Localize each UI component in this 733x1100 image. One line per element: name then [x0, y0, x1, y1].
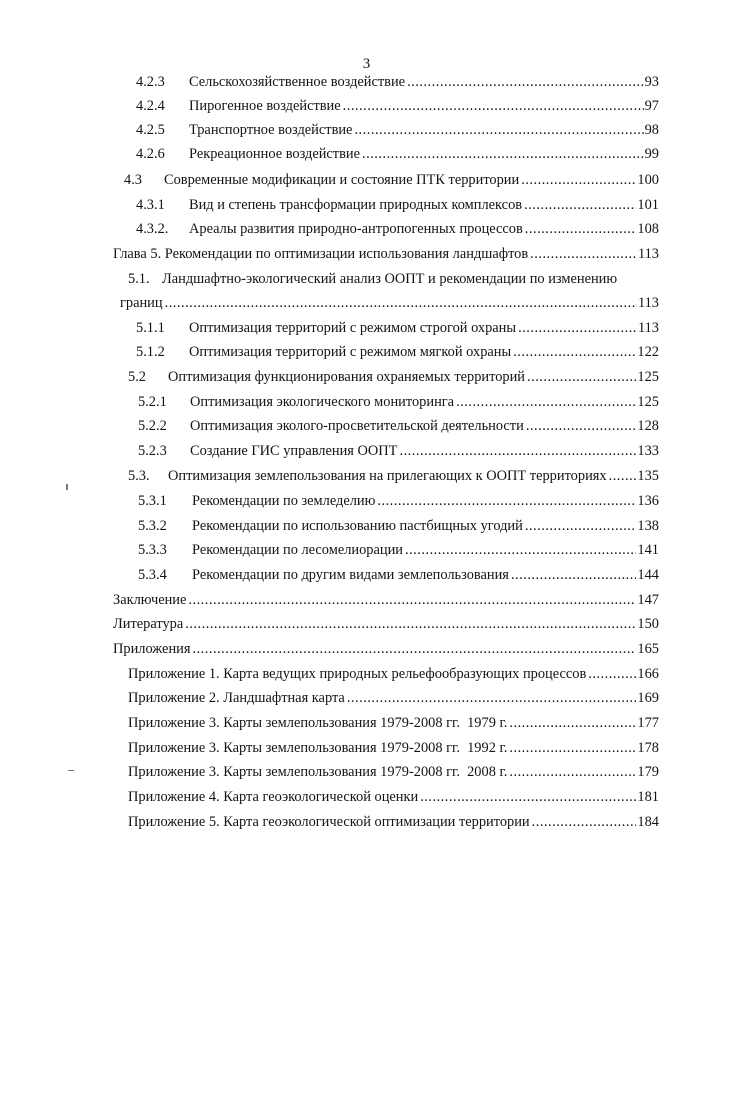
toc-entry-number: 5.1.2 — [136, 344, 165, 360]
toc-entry-number: 5.2 — [128, 369, 146, 385]
toc-entry-page: 141 — [637, 542, 659, 558]
toc-entry-title: Заключение — [113, 592, 187, 608]
toc-entry-number: 4.2.3 — [136, 74, 165, 90]
toc-entry-page: 113 — [637, 320, 659, 336]
toc-entry-title: Приложения — [113, 641, 191, 657]
toc-entry-number: 4.3.2. — [136, 221, 169, 237]
toc-entry-title-line1: Ландшафтно-экологический анализ ООПТ и рекомендации по изменению — [162, 271, 618, 287]
toc-entry-title: Приложение 4. Карта геоэкологической оценки — [128, 789, 419, 805]
toc-entry-title: Оптимизация эколого-просветительской деятельности — [190, 418, 524, 434]
toc-entry-page: 177 — [637, 715, 659, 731]
toc-entry-number: 4.3 — [124, 172, 142, 188]
leader-dots — [525, 516, 637, 536]
leader-dots — [509, 762, 636, 782]
toc-entry-page: 184 — [637, 814, 659, 830]
toc-entry-page: 108 — [637, 221, 659, 237]
leader-dots — [524, 195, 636, 215]
toc-entry-title: Транспортное воздействие — [189, 122, 353, 138]
toc-entry-page: 101 — [637, 197, 659, 213]
toc-entry-page: 97 — [644, 98, 659, 114]
toc-entry-title: Рекомендации по земледелию — [192, 493, 376, 509]
toc-entry-title: Глава 5. Рекомендации по оптимизации использования ландшафтов — [113, 246, 529, 262]
toc-entry-page: 178 — [637, 740, 659, 756]
toc-entry-title: Оптимизация землепользования на прилегающих к ООПТ территориях — [168, 468, 607, 484]
toc-entry-page: 99 — [644, 146, 659, 162]
leader-dots — [362, 144, 644, 164]
toc-entry-title: Создание ГИС управления ООПТ — [190, 443, 398, 459]
leader-dots — [192, 639, 636, 659]
toc-entry-page: 136 — [637, 493, 659, 509]
leader-dots — [377, 491, 636, 511]
toc-entry-number: 5.3.1 — [138, 493, 167, 509]
leader-dots — [588, 664, 636, 684]
leader-dots — [399, 441, 636, 461]
toc-entry-page: 144 — [637, 567, 659, 583]
toc-entry-page: 125 — [637, 369, 659, 385]
leader-dots — [188, 590, 636, 610]
toc-entry-page: 165 — [637, 641, 659, 657]
toc-entry-title: Рекомендации по лесомелиорации — [192, 542, 403, 558]
toc-entry-number: 5.2.2 — [138, 418, 167, 434]
toc-entry-page: 147 — [637, 592, 659, 608]
toc-entry-title: Пирогенное воздействие — [189, 98, 341, 114]
leader-dots — [526, 416, 637, 436]
scan-mark — [68, 770, 74, 771]
toc-entry-title: Приложение 2. Ландшафтная карта — [128, 690, 345, 706]
toc-entry-page: 113 — [637, 295, 659, 311]
leader-dots — [405, 540, 636, 560]
toc-entry-number: 5.3.2 — [138, 518, 167, 534]
leader-dots — [347, 688, 637, 708]
toc-entry-title: Приложение 3. Карты землепользования 1979-2008 гг. 1992 г. — [128, 740, 508, 756]
leader-dots — [456, 392, 636, 412]
leader-dots — [407, 72, 644, 92]
toc-entry-number: 4.2.5 — [136, 122, 165, 138]
toc-entry-title: Ареалы развития природно-антропогенных процессов — [189, 221, 523, 237]
toc-entry-number: 4.2.4 — [136, 98, 165, 114]
toc-entry-page: 166 — [637, 666, 659, 682]
toc-entry-title: Сельскохозяйственное воздействие — [189, 74, 406, 90]
leader-dots — [527, 367, 636, 387]
toc-entry-title: Рекомендации по использованию пастбищных угодий — [192, 518, 523, 534]
toc-entry-title: Рекреационное воздействие — [189, 146, 360, 162]
leader-dots — [525, 219, 637, 239]
scan-mark — [66, 484, 68, 490]
toc-entry-number: 5.3.4 — [138, 567, 167, 583]
toc-entry-page: 179 — [637, 764, 659, 780]
leader-dots — [420, 787, 636, 807]
toc-entry-title: Современные модификации и состояние ПТК территории — [164, 172, 520, 188]
toc-entry-title: Приложение 1. Карта ведущих природных рельефообразующих процессов — [128, 666, 587, 682]
toc-entry-page: 113 — [637, 246, 659, 262]
toc-entry-title: Приложение 5. Карта геоэкологической оптимизации территории — [128, 814, 530, 830]
toc-entry-page: 100 — [637, 172, 659, 188]
leader-dots — [521, 170, 636, 190]
leader-dots — [509, 713, 636, 733]
toc-entry-page: 98 — [644, 122, 659, 138]
toc-entry-page: 128 — [637, 418, 659, 434]
toc-entry-number: 5.2.3 — [138, 443, 167, 459]
toc-entry-number: 4.3.1 — [136, 197, 165, 213]
toc-entry-title-line2: границ — [120, 295, 163, 311]
toc-entry-page: 150 — [637, 616, 659, 632]
toc-entry-page: 133 — [637, 443, 659, 459]
leader-dots — [511, 565, 636, 585]
toc-entry-title: Приложение 3. Карты землепользования 1979-2008 гг. 2008 г. — [128, 764, 508, 780]
toc-entry-title: Литература — [113, 616, 184, 632]
toc-entry-title: Оптимизация территорий с режимом мягкой охраны — [189, 344, 512, 360]
toc-entry-title: Рекомендации по другим видами землепользования — [192, 567, 509, 583]
toc-entry-page: 169 — [637, 690, 659, 706]
toc-entry-title: Оптимизация функционирования охраняемых территорий — [168, 369, 525, 385]
toc-entry-number: 4.2.6 — [136, 146, 165, 162]
leader-dots — [609, 466, 637, 486]
toc-entry-number: 5.3.3 — [138, 542, 167, 558]
leader-dots — [185, 614, 636, 634]
toc-entry-title: Вид и степень трансформации природных комплексов — [189, 197, 523, 213]
leader-dots — [530, 244, 637, 264]
toc-entry-page: 125 — [637, 394, 659, 410]
page-number: 3 — [362, 56, 371, 72]
leader-dots — [509, 738, 636, 758]
toc-entry-page: 181 — [637, 789, 659, 805]
toc-entry-title: Оптимизация территорий с режимом строгой охраны — [189, 320, 517, 336]
toc-entry-page: 135 — [637, 468, 659, 484]
leader-dots — [518, 318, 637, 338]
toc-entry-number: 5.1.1 — [136, 320, 165, 336]
leader-dots — [513, 342, 636, 362]
toc-entry-title: Приложение 3. Карты землепользования 1979-2008 гг. 1979 г. — [128, 715, 508, 731]
leader-dots — [165, 293, 637, 313]
toc-entry-title: Оптимизация экологического мониторинга — [190, 394, 455, 410]
leader-dots — [532, 812, 637, 832]
toc-entry-page: 93 — [644, 74, 659, 90]
toc-entry-page: 122 — [637, 344, 659, 360]
toc-entry-number: 5.3. — [128, 468, 150, 484]
leader-dots — [343, 96, 644, 116]
leader-dots — [354, 120, 643, 140]
toc-entry-number: 5.1. — [128, 271, 150, 287]
toc-entry-number: 5.2.1 — [138, 394, 167, 410]
toc-entry-page: 138 — [637, 518, 659, 534]
